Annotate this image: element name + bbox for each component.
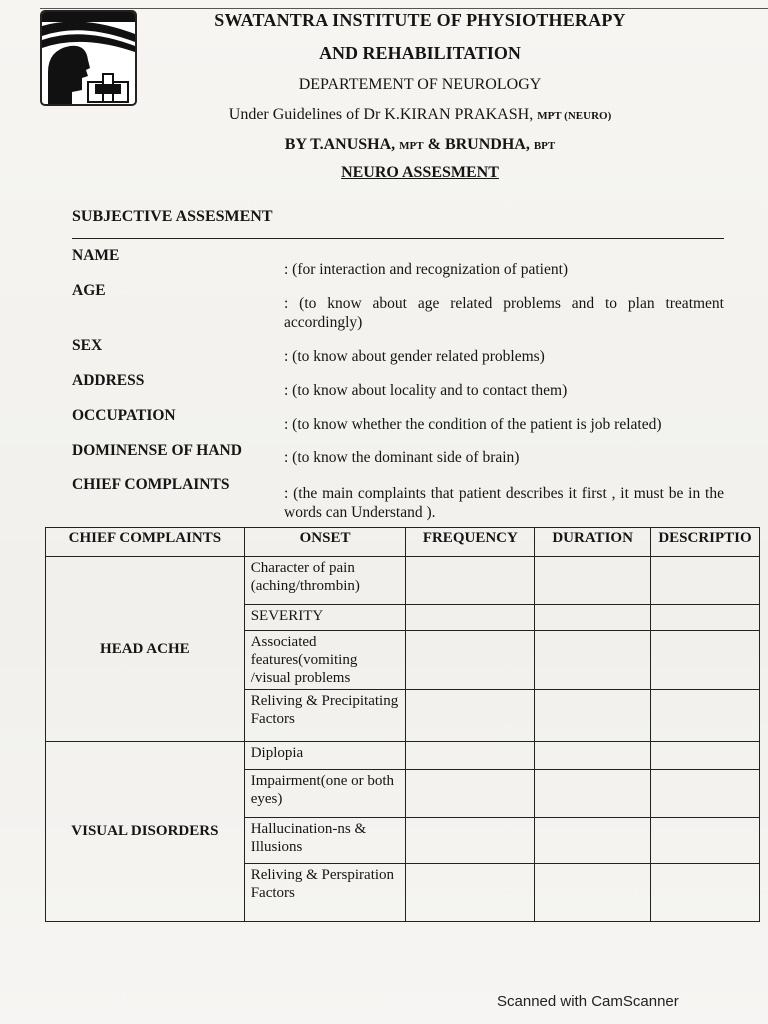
author-2-qualification: BPT xyxy=(533,140,556,152)
input-cell-frequency[interactable] xyxy=(406,742,535,770)
input-cell-frequency[interactable] xyxy=(406,864,535,922)
input-cell-duration[interactable] xyxy=(535,557,651,605)
col-header-chief-complaints: CHIEF COMPLAINTS xyxy=(46,528,245,557)
input-cell-frequency[interactable] xyxy=(406,631,535,690)
field-label-occupation: OCCUPATION xyxy=(72,407,176,424)
field-desc-age: : (to know about age related problems and to plan treatment accordingly) xyxy=(284,295,724,331)
field-label-address: ADDRESS xyxy=(72,372,145,389)
field-desc-sex: : (to know about gender related problems) xyxy=(284,348,545,365)
input-cell-frequency[interactable] xyxy=(406,818,535,864)
col-header-duration: DURATION xyxy=(535,528,651,557)
form-title: NEURO ASSESMENT xyxy=(341,164,499,181)
document-header xyxy=(140,8,700,182)
section-divider xyxy=(72,238,724,239)
table-cell-item: Reliving & Perspiration Factors xyxy=(244,864,406,922)
input-cell-description[interactable] xyxy=(651,605,760,631)
field-desc-address: : (to know about locality and to contact them) xyxy=(284,382,568,399)
field-label-dominance: DOMINENSE OF HAND xyxy=(72,442,242,459)
table-row xyxy=(46,557,760,605)
table-cell-item: Reliving & Precipitating Factors xyxy=(244,690,406,742)
input-cell-description[interactable] xyxy=(651,631,760,690)
input-cell-frequency[interactable] xyxy=(406,770,535,818)
logo-emblem-icon xyxy=(42,12,135,104)
guidelines-line xyxy=(140,106,700,124)
table-cell-item: Character of pain (aching/thrombin) xyxy=(244,557,406,605)
table-cell-item: Hallucination-ns & Illusions xyxy=(244,818,406,864)
author-1-qualification: MPT xyxy=(399,140,424,152)
author-2: & BRUNDHA, xyxy=(427,136,530,153)
col-header-onset: ONSET xyxy=(244,528,406,557)
table-cell-item: Associated features(vomiting /visual problems xyxy=(244,631,406,690)
field-label-age: AGE xyxy=(72,282,106,299)
input-cell-frequency[interactable] xyxy=(406,690,535,742)
field-desc-dominance: : (to know the dominant side of brain) xyxy=(284,449,520,466)
group-head-ache: HEAD ACHE xyxy=(46,557,245,742)
subjective-assessment-title: SUBJECTIVE ASSESMENT xyxy=(72,208,273,225)
table-cell-item: Impairment(one or both eyes) xyxy=(244,770,406,818)
institute-name-line2: AND REHABILITATION xyxy=(319,43,521,63)
input-cell-duration[interactable] xyxy=(535,690,651,742)
guidelines-qualification: MPT (NEURO) xyxy=(537,110,612,122)
field-label-chief-complaints: CHIEF COMPLAINTS xyxy=(72,476,230,493)
department-name: DEPARTEMENT OF NEUROLOGY xyxy=(298,76,542,93)
field-desc-chief-complaints: : (the main complaints that patient describes it first , it must be in the words can Understand ). xyxy=(284,485,724,521)
input-cell-description[interactable] xyxy=(651,864,760,922)
col-header-frequency: FREQUENCY xyxy=(406,528,535,557)
institute-logo xyxy=(40,10,137,106)
input-cell-frequency[interactable] xyxy=(406,605,535,631)
table-cell-item: Diplopia xyxy=(244,742,406,770)
field-label-sex: SEX xyxy=(72,337,103,354)
table-row xyxy=(46,742,760,770)
col-header-description: DESCRIPTIO xyxy=(651,528,760,557)
input-cell-duration[interactable] xyxy=(535,818,651,864)
input-cell-description[interactable] xyxy=(651,770,760,818)
author-1: BY T.ANUSHA, xyxy=(284,136,396,153)
table-header-row xyxy=(46,528,760,557)
input-cell-duration[interactable] xyxy=(535,742,651,770)
field-desc-occupation: : (to know whether the condition of the patient is job related) xyxy=(284,416,662,433)
institute-name: SWATANTRA INSTITUTE OF PHYSIOTHERAPY xyxy=(214,10,626,30)
group-visual-disorders: VISUAL DISORDERS xyxy=(46,742,245,922)
camscanner-watermark: Scanned with CamScanner xyxy=(497,993,679,1010)
input-cell-duration[interactable] xyxy=(535,605,651,631)
input-cell-description[interactable] xyxy=(651,690,760,742)
input-cell-duration[interactable] xyxy=(535,864,651,922)
input-cell-description[interactable] xyxy=(651,742,760,770)
input-cell-description[interactable] xyxy=(651,818,760,864)
guidelines-text: Under Guidelines of Dr K.KIRAN PRAKASH, xyxy=(228,106,534,123)
input-cell-duration[interactable] xyxy=(535,770,651,818)
chief-complaints-table xyxy=(45,527,760,922)
input-cell-description[interactable] xyxy=(651,557,760,605)
field-label-name: NAME xyxy=(72,247,120,264)
authors-line xyxy=(140,136,700,154)
input-cell-duration[interactable] xyxy=(535,631,651,690)
table-cell-item: SEVERITY xyxy=(244,605,406,631)
input-cell-frequency[interactable] xyxy=(406,557,535,605)
field-desc-name: : (for interaction and recognization of patient) xyxy=(284,261,569,278)
